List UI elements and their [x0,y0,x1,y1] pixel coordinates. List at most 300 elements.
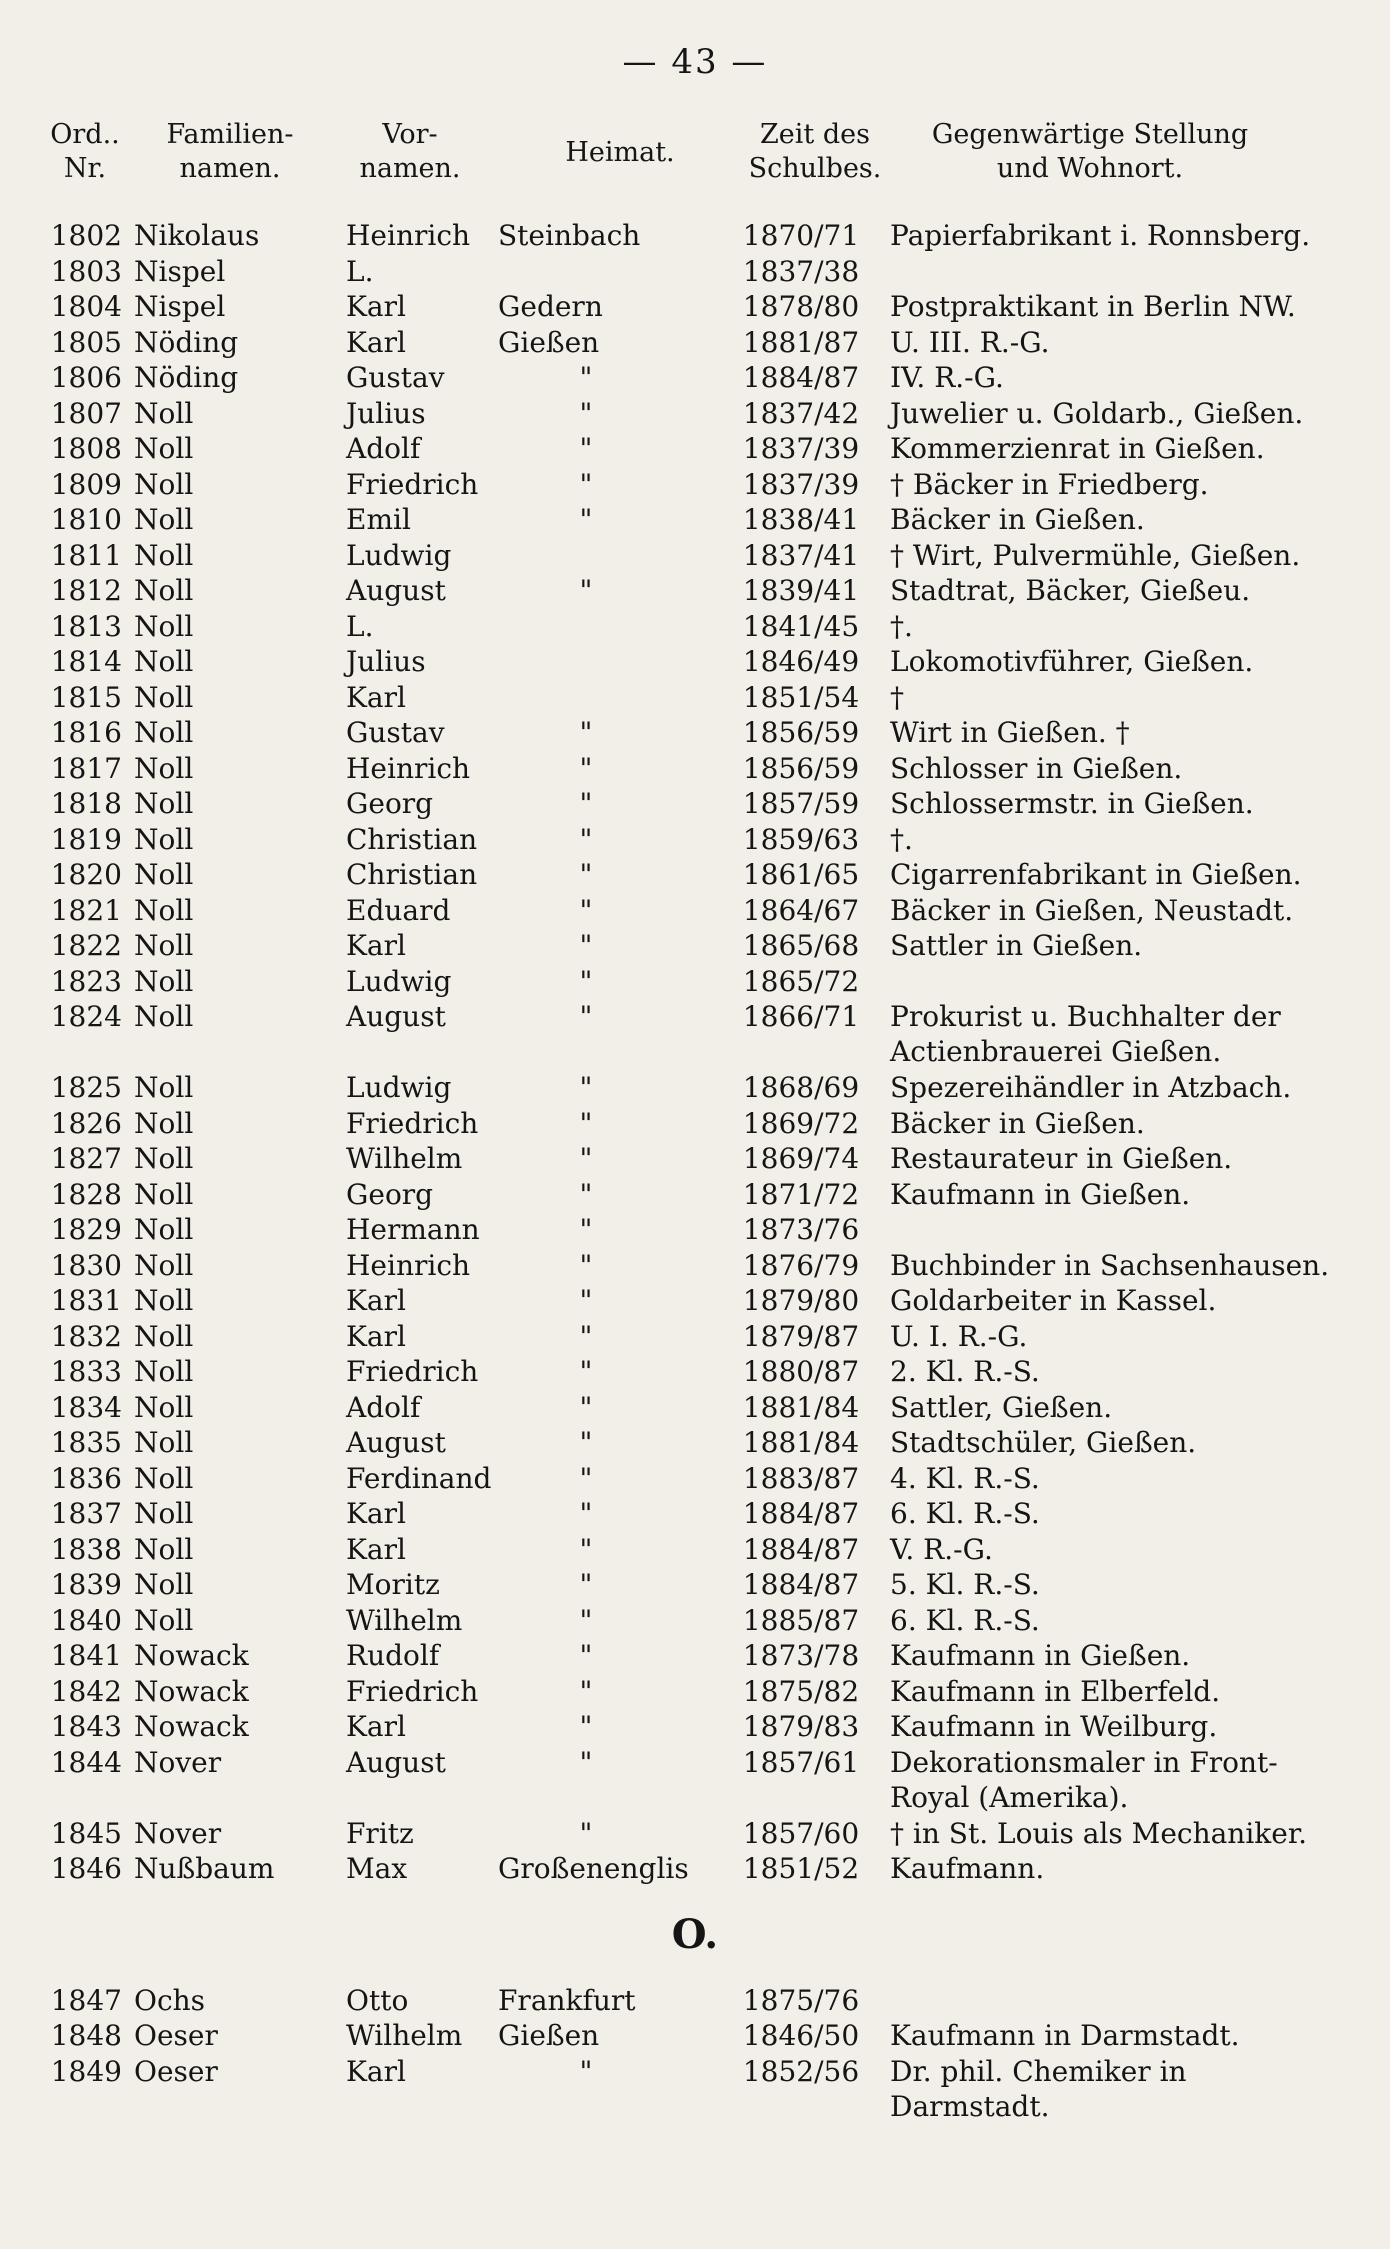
entry-number: 1823 [50,964,122,998]
home-town: Großenenglis [498,1852,689,1885]
table-row [0,431,1390,467]
header-nr: Ord.. Nr. [50,119,120,184]
first-name: Karl [346,1319,406,1353]
first-name: Karl [346,2054,406,2088]
table-row [0,1674,1390,1710]
header-home: Heimat. [565,137,675,168]
position-residence: Schlossermstr. in Gießen. [890,787,1254,820]
first-name: Karl [346,1532,406,1566]
school-period: 1879/83 [742,1710,860,1743]
home-town: " [579,432,593,465]
table-row [0,964,1390,1000]
family-name: Noll [134,538,194,572]
table-row [0,999,1390,1070]
home-town: " [579,1319,593,1353]
school-period: 1846/50 [742,2019,860,2052]
first-name: Julius [346,645,426,678]
home-town: " [579,1568,593,1601]
school-period: 1856/59 [742,716,860,749]
school-period: 1884/87 [742,1497,860,1530]
family-name: Noll [134,1213,194,1246]
first-name: Julius [346,396,426,430]
school-period: 1851/52 [742,1852,860,1885]
table-row [0,1141,1390,1177]
school-period: 1837/38 [742,254,860,288]
position-residence: Kommerzienrat in Gießen. [890,432,1265,465]
family-name: Noll [134,1426,194,1459]
entry-number: 1825 [50,1071,122,1104]
entry-number: 1844 [50,1745,122,1779]
family-name: Noll [134,1461,194,1495]
home-town: " [579,1710,593,1743]
entry-number: 1811 [50,538,122,572]
school-period: 1875/76 [742,1983,860,2017]
family-name: Nowack [134,1639,249,1672]
family-name: Oeser [134,2019,218,2052]
home-town: Frankfurt [498,1983,636,2017]
first-name: Eduard [346,893,451,927]
home-town: " [579,1674,593,1708]
entry-number: 1847 [50,1983,122,2017]
position-residence: Spezereihändler in Atzbach. [890,1071,1292,1104]
school-period: 1884/87 [742,1532,860,1566]
home-town: " [579,1355,593,1388]
school-period: 1865/68 [742,929,860,962]
school-period: 1837/39 [742,467,860,501]
home-town: " [579,929,593,962]
position-residence: 2. Kl. R.-S. [890,1355,1040,1388]
entry-number: 1802 [50,219,122,252]
school-period: 1856/59 [742,751,860,785]
position-residence: U. I. R.-G. [890,1319,1028,1353]
position-residence: Juwelier u. Goldarb., Gießen. [890,396,1304,430]
school-period: 1868/69 [742,1071,860,1104]
school-period: 1839/41 [742,574,860,607]
family-name: Noll [134,1284,194,1317]
table-row [0,538,1390,574]
school-period: 1865/72 [742,964,860,998]
first-name: Georg [346,787,434,820]
first-name: Karl [346,680,406,714]
table-row [0,822,1390,858]
first-name: Karl [346,1497,406,1530]
entry-number: 1806 [50,361,122,394]
table-row [0,573,1390,609]
first-name: August [346,574,446,607]
position-residence: Restaurateur in Gießen. [890,1142,1233,1175]
first-name: Otto [346,1983,409,2017]
school-period: 1881/87 [742,325,860,359]
first-name: Karl [346,1710,406,1743]
family-name: Noll [134,1142,194,1175]
home-town: " [579,503,593,536]
first-name: Karl [346,290,406,323]
first-name: Friedrich [346,1674,479,1708]
school-period: 1857/61 [742,1745,860,1779]
school-period: 1885/87 [742,1603,860,1637]
first-name: Gustav [346,716,445,749]
family-name: Noll [134,893,194,927]
entry-number: 1849 [50,2054,122,2088]
entry-number: 1809 [50,467,122,501]
family-name: Noll [134,645,194,678]
entry-number: 1813 [50,609,122,643]
family-name: Noll [134,1390,194,1424]
first-name: L. [346,609,374,643]
register-table [0,218,1390,2125]
family-name: Noll [134,1603,194,1637]
entry-number: 1820 [50,858,122,891]
home-town: " [579,467,593,501]
position-residence: Buchbinder in Sachsenhausen. [890,1248,1330,1282]
entry-number: 1814 [50,645,122,678]
first-name: Karl [346,325,406,359]
entry-number: 1817 [50,751,122,785]
first-name: Friedrich [346,1355,479,1388]
family-name: Noll [134,964,194,998]
position-residence: Stadtschüler, Gießen. [890,1426,1197,1459]
school-period: 1852/56 [742,2054,860,2088]
home-town: Steinbach [498,219,641,252]
home-town: " [579,1390,593,1424]
position-residence: U. III. R.-G. [890,325,1050,359]
position-residence: †. [890,822,913,856]
school-period: 1873/76 [742,1213,860,1246]
school-period: 1873/78 [742,1639,860,1672]
table-row [0,609,1390,645]
table-row [0,1212,1390,1248]
entry-number: 1848 [50,2019,122,2052]
home-town: " [579,1000,593,1033]
first-name: Friedrich [346,1106,479,1140]
position-residence: Kaufmann in Darmstadt. [890,2019,1240,2052]
home-town: " [579,1639,593,1672]
position-residence: 5. Kl. R.-S. [890,1568,1040,1601]
school-period: 1866/71 [742,1000,860,1033]
home-town: " [579,1071,593,1104]
entry-number: 1818 [50,787,122,820]
position-residence: Dr. phil. Chemiker in Darmstadt. [890,2054,1187,2123]
home-town: " [579,361,593,394]
table-row [0,680,1390,716]
first-name: Wilhelm [346,2019,463,2052]
table-row [0,1354,1390,1390]
first-name: Hermann [346,1213,480,1246]
home-town: Gießen [498,325,600,359]
school-period: 1857/60 [742,1816,860,1850]
family-name: Noll [134,609,194,643]
home-town: " [579,1426,593,1459]
first-name: Moritz [346,1568,440,1601]
family-name: Noll [134,1355,194,1388]
position-residence: V. R.-G. [890,1532,993,1566]
position-residence: Schlosser in Gießen. [890,751,1183,785]
table-row [0,1390,1390,1426]
family-name: Noll [134,1497,194,1530]
entry-number: 1834 [50,1390,122,1424]
first-name: Heinrich [346,751,471,785]
table-row [0,218,1390,254]
first-name: Friedrich [346,467,479,501]
home-town: " [579,1142,593,1175]
table-row [0,289,1390,325]
first-name: August [346,1000,446,1033]
home-town: " [579,1177,593,1211]
table-row [0,1248,1390,1284]
home-town: " [579,1745,593,1779]
first-name: Christian [346,858,478,891]
position-residence: Kaufmann. [890,1852,1045,1885]
school-period: 1864/67 [742,893,860,927]
position-residence: † Wirt, Pulvermühle, Gießen. [890,538,1301,572]
table-row [0,928,1390,964]
family-name: Ochs [134,1983,206,2017]
entry-number: 1829 [50,1213,122,1246]
family-name: Nispel [134,254,226,288]
position-residence: Postpraktikant in Berlin NW. [890,290,1296,323]
school-period: 1869/74 [742,1142,860,1175]
school-period: 1846/49 [742,645,860,678]
position-residence: Bäcker in Gießen, Neustadt. [890,893,1294,927]
table-row [0,325,1390,361]
family-name: Nover [134,1745,222,1779]
first-name: L. [346,254,374,288]
home-town: " [579,858,593,891]
header-first-name: Vor- namen. [359,119,461,184]
position-residence: Lokomotivführer, Gießen. [890,645,1254,678]
school-period: 1879/87 [742,1319,860,1353]
family-name: Noll [134,1000,194,1033]
position-residence: Bäcker in Gießen. [890,1106,1145,1140]
entry-number: 1824 [50,1000,122,1033]
family-name: Noll [134,1532,194,1566]
first-name: Wilhelm [346,1603,463,1637]
header-school-time: Zeit des Schulbes. [748,119,882,184]
school-period: 1871/72 [742,1177,860,1211]
school-period: 1881/84 [742,1390,860,1424]
table-row [0,1851,1390,1887]
table-row [0,1638,1390,1674]
home-town: " [579,396,593,430]
entry-number: 1842 [50,1674,122,1708]
table-row [0,1283,1390,1319]
position-residence: 6. Kl. R.-S. [890,1497,1040,1530]
entry-number: 1839 [50,1568,122,1601]
school-period: 1837/39 [742,432,860,465]
first-name: Heinrich [346,1248,471,1282]
family-name: Noll [134,574,194,607]
entry-number: 1828 [50,1177,122,1211]
entry-number: 1816 [50,716,122,749]
family-name: Nispel [134,290,226,323]
family-name: Noll [134,1177,194,1211]
table-row [0,1816,1390,1852]
table-row [0,644,1390,680]
first-name: Karl [346,1284,406,1317]
school-period: 1837/41 [742,538,860,572]
entry-number: 1805 [50,325,122,359]
position-residence: Kaufmann in Gießen. [890,1639,1191,1672]
table-row [0,502,1390,538]
entry-number: 1831 [50,1284,122,1317]
family-name: Nußbaum [134,1852,275,1885]
home-town: " [579,1106,593,1140]
family-name: Noll [134,822,194,856]
family-name: Noll [134,467,194,501]
home-town: " [579,2054,593,2088]
position-residence: Sattler, Gießen. [890,1390,1113,1424]
family-name: Nowack [134,1710,249,1743]
home-town: " [579,751,593,785]
family-name: Noll [134,1319,194,1353]
entry-number: 1833 [50,1355,122,1388]
table-row [0,360,1390,396]
position-residence: Sattler in Gießen. [890,929,1143,962]
entry-number: 1822 [50,929,122,962]
family-name: Nikolaus [134,219,260,252]
first-name: Emil [346,503,411,536]
entry-number: 1830 [50,1248,122,1282]
home-town: " [579,1603,593,1637]
first-name: Adolf [346,432,421,465]
family-name: Noll [134,432,194,465]
school-period: 1883/87 [742,1461,860,1495]
position-residence: 4. Kl. R.-S. [890,1461,1040,1495]
family-name: Nover [134,1816,222,1850]
first-name: Wilhelm [346,1142,463,1175]
table-row [0,1496,1390,1532]
school-period: 1857/59 [742,787,860,820]
position-residence: Cigarrenfabrikant in Gießen. [890,858,1302,891]
first-name: Christian [346,822,478,856]
family-name: Noll [134,1071,194,1104]
home-town: " [579,574,593,607]
school-period: 1884/87 [742,1568,860,1601]
home-town: " [579,1248,593,1282]
home-town: " [579,1497,593,1530]
table-row [0,2018,1390,2054]
home-town: " [579,964,593,998]
position-residence: Wirt in Gießen. † [890,716,1130,749]
table-row [0,2054,1390,2125]
school-period: 1884/87 [742,361,860,394]
position-residence: Dekorationsmaler in Front-Royal (Amerika). [890,1745,1278,1814]
position-residence: Papierfabrikant i. Ronnsberg. [890,219,1311,252]
table-row [0,1106,1390,1142]
family-name: Nöding [134,361,239,394]
school-period: 1838/41 [742,503,860,536]
table-row [0,467,1390,503]
family-name: Noll [134,787,194,820]
home-town: " [579,787,593,820]
table-row [0,1709,1390,1745]
school-period: 1870/71 [742,219,860,252]
position-residence: Kaufmann in Elberfeld. [890,1674,1221,1708]
home-town: " [579,1284,593,1317]
position-residence: †. [890,609,913,643]
home-town: " [579,1816,593,1850]
first-name: Rudolf [346,1639,440,1672]
school-period: 1879/80 [742,1284,860,1317]
position-residence: † [890,680,904,714]
table-row [0,715,1390,751]
family-name: Noll [134,858,194,891]
table-row [0,857,1390,893]
family-name: Nöding [134,325,239,359]
home-town: " [579,893,593,927]
position-residence: Bäcker in Gießen. [890,503,1145,536]
entry-number: 1821 [50,893,122,927]
family-name: Noll [134,503,194,536]
family-name: Noll [134,680,194,714]
school-period: 1876/79 [742,1248,860,1282]
school-period: 1875/82 [742,1674,860,1708]
family-name: Noll [134,1568,194,1601]
entry-number: 1804 [50,290,122,323]
home-town: " [579,1532,593,1566]
table-row [0,1603,1390,1639]
entry-number: 1838 [50,1532,122,1566]
section-letter: O. [671,1911,719,1958]
first-name: Ludwig [346,538,452,572]
school-period: 1881/84 [742,1426,860,1459]
header-family-name: Familien- namen. [166,119,294,184]
table-row [0,1319,1390,1355]
entry-number: 1843 [50,1710,122,1743]
school-period: 1859/63 [742,822,860,856]
entry-number: 1815 [50,680,122,714]
entry-number: 1810 [50,503,122,536]
family-name: Noll [134,396,194,430]
family-name: Nowack [134,1674,249,1708]
position-residence: Prokurist u. Buchhalter der Actienbrauerei Gießen. [890,1000,1281,1068]
entry-number: 1808 [50,432,122,465]
position-residence: 6. Kl. R.-S. [890,1603,1040,1637]
family-name: Noll [134,929,194,962]
first-name: Ludwig [346,1071,452,1104]
entry-number: 1819 [50,822,122,856]
table-row [0,1532,1390,1568]
first-name: Ferdinand [346,1461,492,1495]
table-row [0,396,1390,432]
family-name: Noll [134,1248,194,1282]
school-period: 1837/42 [742,396,860,430]
first-name: Adolf [346,1390,421,1424]
family-name: Noll [134,716,194,749]
first-name: Fritz [346,1816,414,1850]
first-name: August [346,1426,446,1459]
first-name: Gustav [346,361,445,394]
header-position: Gegenwärtige Stellung und Wohnort. [931,119,1249,184]
home-town: " [579,1461,593,1495]
entry-number: 1836 [50,1461,122,1495]
home-town: " [579,822,593,856]
entry-number: 1812 [50,574,122,607]
school-period: 1878/80 [742,290,860,323]
page-number: — 43 — [622,42,768,82]
first-name: August [346,1745,446,1779]
table-row [0,1425,1390,1461]
table-row [0,786,1390,822]
register-rows-o [0,1983,1390,2125]
entry-number: 1845 [50,1816,122,1850]
home-town: " [579,1213,593,1246]
table-row [0,1461,1390,1497]
first-name: Georg [346,1177,434,1211]
first-name: Ludwig [346,964,452,998]
entry-number: 1840 [50,1603,122,1637]
family-name: Oeser [134,2054,218,2088]
